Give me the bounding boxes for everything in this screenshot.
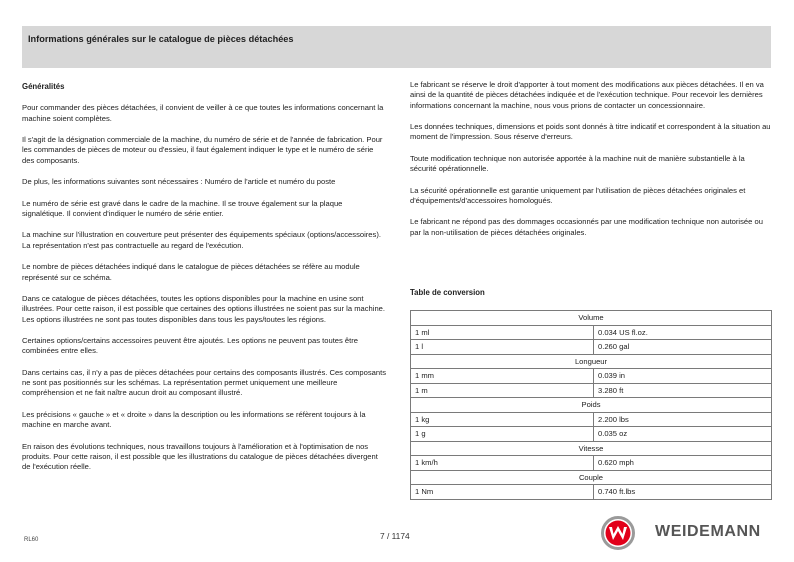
left-column xyxy=(22,80,387,484)
section-heading: Généralités xyxy=(22,82,65,91)
table-cell-to: 0.260 gal xyxy=(594,340,772,355)
paragraph: La sécurité opérationnelle est garantie uniquement par l'utilisation de pièces détachées originales et d'équipements/d'accessoires homologués. xyxy=(410,185,746,205)
paragraph: Certaines options/certains accessoires peuvent être ajoutés. Les options ne peuvent pas toutes être combinées entre elles. xyxy=(22,336,359,356)
table-group-header: Poids xyxy=(411,398,772,413)
right-column xyxy=(410,80,772,249)
paragraph: Les précisions « gauche » et « droite » dans la description ou les informations se réfèrent toujours à la machine en marche avant. xyxy=(22,409,366,430)
table-cell-from: 1 ml xyxy=(411,325,594,340)
page-title: Informations générales sur le catalogue de pièces détachées xyxy=(28,34,294,44)
table-cell-from: 1 g xyxy=(411,427,594,442)
paragraph: Dans ce catalogue de pièces détachées, toutes les options disponibles pour la machine en usine sont illustrées. Pour cette raison, il est possible que certaines des options illustrées ne soient pas sur la machine. Les options illustrées ne sont pas toutes disponibles dans tous les pays/toutes les régions. xyxy=(22,293,386,324)
conversion-table xyxy=(410,310,772,500)
paragraph: Toute modification technique non autorisée apportée à la machine nuit de manière substantielle à la sécurité opérationnelle. xyxy=(410,153,745,174)
table-cell-from: 1 km/h xyxy=(411,456,594,471)
table-row xyxy=(411,485,772,500)
table-cell-to: 0.034 US fl.oz. xyxy=(594,325,772,340)
table-cell-to: 2.200 lbs xyxy=(594,412,772,427)
paragraph: Dans certains cas, il n'y a pas de pièces détachées pour certains des composants illustrés. Ces composants ne sont pas positionnés sur les schémas. La représentation permet uniquement une meilleure compréhension et ne fait naître aucun droit au composant illustré. xyxy=(22,367,387,398)
table-group-header: Volume xyxy=(411,311,772,326)
table-cell-to: 0.740 ft.lbs xyxy=(594,485,772,500)
table-group-header: Vitesse xyxy=(411,441,772,456)
paragraph: Pour commander des pièces détachées, il convient de veiller à ce que toutes les informations concernant la machine soient complètes. xyxy=(22,103,384,123)
table-row xyxy=(411,325,772,340)
table-cell-to: 0.039 in xyxy=(594,369,772,384)
document-code: RL60 xyxy=(24,537,39,543)
table-cell-to: 0.035 oz xyxy=(594,427,772,442)
paragraph: La machine sur l'illustration en couverture peut présenter des équipements spéciaux (options/accessoires). La représentation n'est pas contractuelle au regard de l'exécution. xyxy=(22,230,381,250)
table-cell-from: 1 Nm xyxy=(411,485,594,500)
table-cell-from: 1 m xyxy=(411,383,594,398)
conversion-table-title: Table de conversion xyxy=(410,288,485,297)
table-cell-from: 1 kg xyxy=(411,412,594,427)
paragraph: Le fabricant se réserve le droit d'apporter à tout moment des modifications aux pièces détachées. Il en va ainsi de la quantité de pièces détachées indiquée et de l'exécution technique. Pour recevoir les dernières informations concernant la machine, nous vous prions de contacter un concessionnaire. xyxy=(410,80,764,110)
table-cell-to: 3.280 ft xyxy=(594,383,772,398)
paragraph: De plus, les informations suivantes sont nécessaires : Numéro de l'article et numéro du poste xyxy=(22,177,336,187)
paragraph: En raison des évolutions techniques, nous travaillons toujours à l'amélioration et à l'optimisation de nos produits. Pour cette raison, il est possible que les illustrations du catalogue de pièces détachées divergent de l'exécution réelle. xyxy=(22,441,378,472)
table-cell-from: 1 l xyxy=(411,340,594,355)
brand-name: WEIDEMANN xyxy=(655,523,761,540)
table-row xyxy=(411,412,772,427)
table-row xyxy=(411,456,772,471)
paragraph: Les données techniques, dimensions et poids sont donnés à titre indicatif et correspondent à la situation au moment de l'impression. Sous réserve d'erreurs. xyxy=(410,122,771,142)
paragraph: Le fabricant ne répond pas des dommages occasionnés par une modification technique non autorisée ou par la non-utilisation de pièces détachées originales. xyxy=(410,217,763,237)
table-row xyxy=(411,340,772,355)
table-group-header: Couple xyxy=(411,470,772,485)
table-row xyxy=(411,369,772,384)
table-row xyxy=(411,427,772,442)
page-number: 7 / 1174 xyxy=(380,531,410,541)
table-cell-to: 0.620 mph xyxy=(594,456,772,471)
table-row xyxy=(411,383,772,398)
table-group-header: Longueur xyxy=(411,354,772,369)
paragraph: Le nombre de pièces détachées indiqué dans le catalogue de pièces détachées se réfère au module représenté sur ce schéma. xyxy=(22,262,360,282)
table-cell-from: 1 mm xyxy=(411,369,594,384)
weidemann-logo-icon xyxy=(601,516,635,550)
paragraph: Le numéro de série est gravé dans le cadre de la machine. Il se trouve également sur la plaque signalétique. Il convient d'indiquer le numéro de série entier. xyxy=(22,198,343,218)
paragraph: Il s'agit de la désignation commerciale de la machine, du numéro de série et de l'année de fabrication. Pour les commandes de pièces de moteur ou d'essieu, il faut également indiquer le type et le numéro de série des composants. xyxy=(22,135,383,165)
header-bar xyxy=(22,26,771,68)
